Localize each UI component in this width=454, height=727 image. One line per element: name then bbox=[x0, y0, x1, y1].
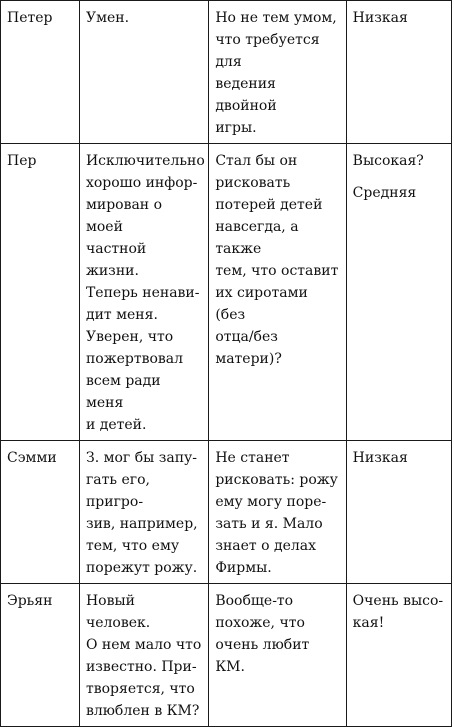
cell-line: рисковать: рожу bbox=[215, 472, 338, 488]
level-cell bbox=[346, 1, 451, 144]
cell-line: зать и я. Мало bbox=[215, 516, 323, 532]
cell-line: Уверен, что bbox=[85, 329, 174, 345]
cell-line: Фирмы. bbox=[215, 560, 272, 576]
cell-line: частной жизни. bbox=[85, 241, 147, 279]
cell-paragraph bbox=[86, 447, 202, 579]
cell-paragraph bbox=[86, 590, 202, 722]
level-cell bbox=[346, 441, 451, 584]
cell-line: похоже, что bbox=[215, 615, 305, 631]
cell-paragraph bbox=[215, 447, 339, 579]
cell-line: тем, что оставит bbox=[215, 263, 339, 279]
cell-paragraph bbox=[86, 7, 202, 29]
cell-line: дит меня. bbox=[85, 307, 158, 323]
name-cell: Эрьян bbox=[1, 584, 80, 727]
attitude-cell bbox=[79, 584, 208, 727]
cell-line: что требуется для bbox=[215, 32, 320, 70]
cell-paragraph bbox=[85, 150, 205, 436]
cell-line: гать его, пригро- bbox=[85, 472, 150, 510]
cell-line: их сиротами (без bbox=[215, 285, 308, 323]
cell-line: Очень высо- bbox=[352, 593, 444, 609]
table-row bbox=[1, 441, 452, 584]
cell-line: кая! bbox=[352, 615, 385, 631]
cell-line: известно. При- bbox=[85, 659, 197, 675]
cell-line: О нем мало что bbox=[85, 637, 202, 653]
cell-line: Новый человек. bbox=[85, 593, 151, 631]
attitude-cell bbox=[79, 441, 208, 584]
cell-line: Низкая bbox=[352, 10, 408, 26]
cell-paragraph bbox=[215, 7, 339, 139]
cell-paragraph bbox=[215, 590, 339, 678]
cell-line: рисковать bbox=[215, 175, 291, 191]
cell-line: хорошо инфор- bbox=[85, 175, 198, 191]
cell-line: З. мог бы запу- bbox=[85, 450, 197, 466]
cell-line: Но не тем умом, bbox=[215, 10, 337, 26]
cell-line: игры. bbox=[215, 120, 257, 136]
attitude-cell bbox=[79, 1, 208, 144]
cell-line: и детей. bbox=[85, 417, 147, 433]
name-cell: Петер bbox=[1, 1, 80, 144]
people-table-body bbox=[1, 1, 452, 727]
cell-line: потерей детей bbox=[215, 197, 323, 213]
cell-paragraph bbox=[215, 150, 339, 370]
cell-line: ему могу поре- bbox=[215, 494, 327, 510]
cell-line: Не станет bbox=[215, 450, 290, 466]
cell-paragraph bbox=[353, 7, 445, 29]
attitude-cell bbox=[79, 144, 208, 441]
cell-paragraph: Высокая? bbox=[352, 153, 424, 169]
cell-line: творяется, что bbox=[85, 681, 195, 697]
name-cell: Сэмми bbox=[1, 441, 80, 584]
cell-line: знает о делах bbox=[215, 538, 317, 554]
cell-paragraph bbox=[353, 447, 445, 469]
cell-line: отца/без матери)? bbox=[215, 329, 282, 367]
cell-paragraph bbox=[353, 590, 445, 634]
cell-line: всем ради меня bbox=[85, 373, 161, 411]
level-cell bbox=[346, 144, 451, 441]
cell-line: ведения двойной bbox=[215, 76, 277, 114]
cell-line: зив, например, bbox=[85, 516, 198, 532]
cell-line: Теперь ненави- bbox=[85, 285, 200, 301]
risk-cell bbox=[209, 584, 346, 727]
cell-line: Стал бы он bbox=[215, 153, 298, 169]
cell-line: Исключительно bbox=[85, 153, 205, 169]
cell-paragraph: Средняя bbox=[352, 185, 417, 201]
cell-line: пожертвовал bbox=[85, 351, 184, 367]
cell-line: навсегда, а также bbox=[215, 219, 299, 257]
cell-line: Умен. bbox=[85, 10, 130, 26]
cell-line: мирован о моей bbox=[85, 197, 163, 235]
cell-line: влюблен в КМ? bbox=[85, 703, 200, 719]
level-cell bbox=[346, 584, 451, 727]
name-cell: Пер bbox=[1, 144, 80, 441]
table-row bbox=[1, 584, 452, 727]
risk-cell bbox=[209, 144, 346, 441]
table-row bbox=[1, 144, 452, 441]
cell-line: очень любит КМ. bbox=[215, 637, 310, 675]
cell-line: тем, что ему bbox=[85, 538, 180, 554]
cell-line: Низкая bbox=[352, 450, 408, 466]
cell-line: порежут рожу. bbox=[85, 560, 198, 576]
table-row bbox=[1, 1, 452, 144]
cell-line: Вообще-то bbox=[215, 593, 294, 609]
risk-cell bbox=[209, 441, 346, 584]
risk-cell bbox=[209, 1, 346, 144]
